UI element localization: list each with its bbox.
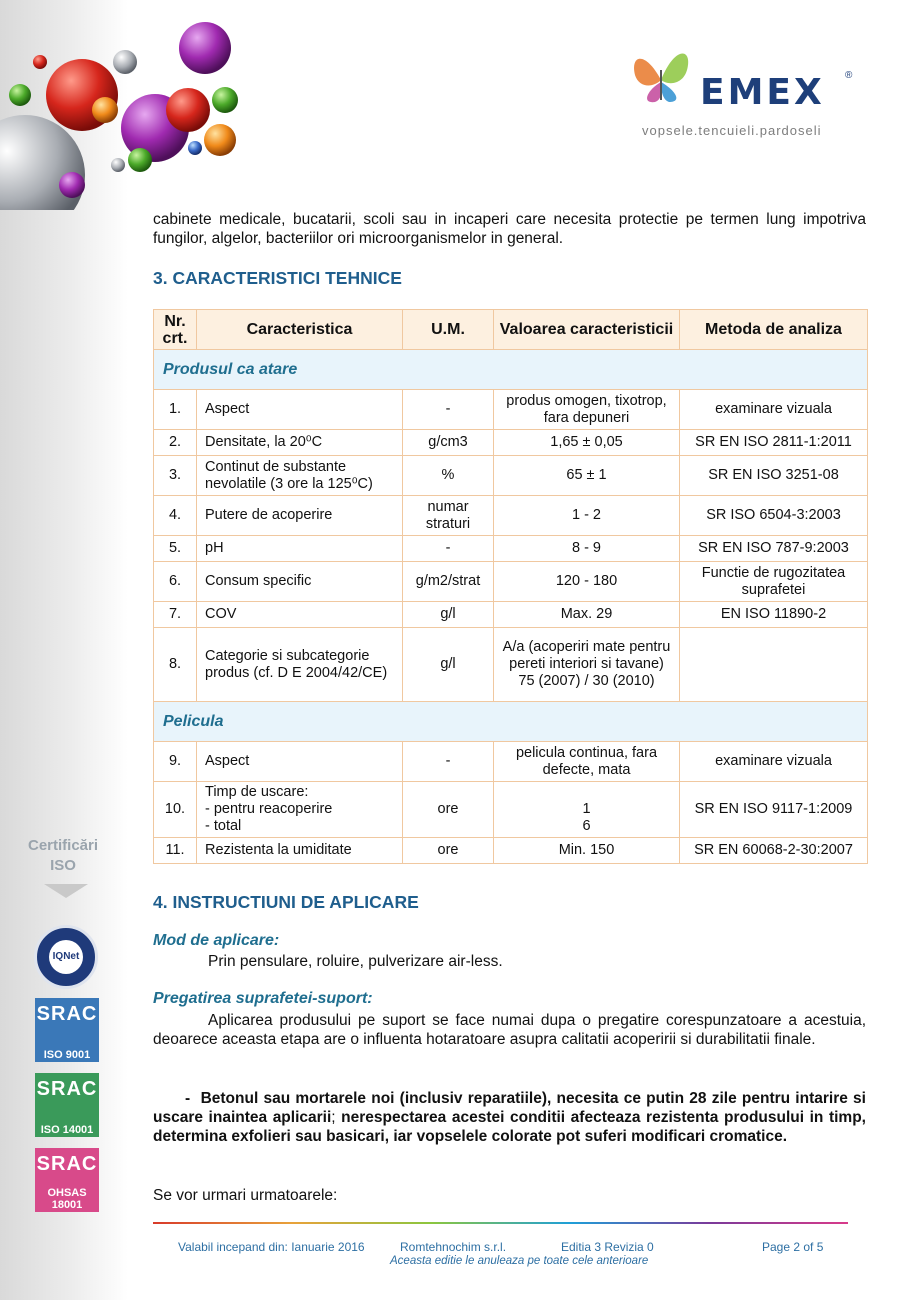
cell-nr: 8.: [154, 628, 197, 702]
certifications-title: Certificări ISO: [27, 837, 99, 874]
badge-label: OHSAS 18001: [47, 1187, 87, 1211]
cell-value: Min. 150: [494, 838, 680, 864]
table-row: [154, 430, 868, 456]
cell-value: pelicula continua, fara defecte, mata: [494, 742, 680, 782]
table-section-row: [154, 350, 868, 390]
badge-label: ISO 14001: [40, 1124, 94, 1136]
cell-characteristic: Aspect: [197, 390, 403, 430]
footer-valid-from: Valabil incepand din: Ianuarie 2016: [178, 1240, 365, 1254]
table-row: [154, 742, 868, 782]
application-method-title: Mod de aplicare:: [153, 932, 280, 949]
technical-characteristics-table: [153, 309, 868, 864]
cell-method: SR EN ISO 3251-08: [680, 456, 868, 496]
cell-nr: 6.: [154, 562, 197, 602]
section-3-title: 3. CARACTERISTICI TEHNICE: [153, 268, 402, 288]
chevron-down-icon: [44, 884, 88, 898]
cell-method: SR EN 60068-2-30:2007: [680, 838, 868, 864]
surface-prep-text: Aplicarea produsului pe suport se face numai dupa o pregatire corespunzatoare a acestuia, deoarece aceasta etapa are o influenta hotaratoare asupra calitatii acoperirii si durabilitatii finale.: [153, 1012, 866, 1048]
cell-nr: 4.: [154, 496, 197, 536]
cell-unit: ore: [403, 838, 494, 864]
cell-method: SR EN ISO 2811-1:2011: [680, 430, 868, 456]
table-row: [154, 628, 868, 702]
footer-divider: [153, 1222, 848, 1224]
cell-unit: ore: [403, 782, 494, 838]
cell-nr: 9.: [154, 742, 197, 782]
cell-characteristic: Aspect: [197, 742, 403, 782]
application-method-text: Prin pensulare, roluire, pulverizare air-less.: [208, 953, 503, 970]
cell-value: A/a (acoperiri mate pentru pereti interiori si tavane) 75 (2007) / 30 (2010): [494, 628, 680, 702]
cell-value: 1 6: [494, 782, 680, 838]
srac-iso-9001-badge: [35, 998, 99, 1062]
cell-characteristic: Timp de uscare: - pentru reacoperire - total: [197, 782, 403, 838]
header-value: Valoarea caracteristicii: [494, 310, 680, 350]
cell-value: produs omogen, tixotrop, fara depuneri: [494, 390, 680, 430]
srac-mark: SRAC: [36, 1078, 98, 1100]
cell-method: SR EN ISO 9117-1:2009: [680, 782, 868, 838]
new-concrete-bullet: [153, 1089, 866, 1146]
table-row: [154, 838, 868, 864]
bullet-part-a: Betonul sau mortarele noi (inclusiv reparatiile), necesita ce putin 28 zile pentru intarire si uscare inaintea aplicarii: [153, 1090, 866, 1126]
intro-paragraph: cabinete medicale, bucatarii, scoli sau in incaperi care necesita protectie pe termen lung impotriva fungilor, algelor, bacteriilor ori microorganismelor in general.: [153, 211, 866, 247]
decorative-spheres-graphic: [0, 0, 260, 210]
srac-mark: SRAC: [36, 1153, 98, 1175]
table-row: [154, 390, 868, 430]
table-row: [154, 536, 868, 562]
table-row: [154, 562, 868, 602]
cell-characteristic: Rezistenta la umiditate: [197, 838, 403, 864]
iqnet-label: IQNet: [49, 940, 83, 974]
cell-method: examinare vizuala: [680, 742, 868, 782]
header-unit: U.M.: [403, 310, 494, 350]
iqnet-badge: [34, 925, 98, 989]
table-row: [154, 782, 868, 838]
badge-label: ISO 9001: [43, 1049, 91, 1061]
srac-mark: SRAC: [36, 1003, 98, 1025]
section-4-title: 4. INSTRUCTIUNI DE APLICARE: [153, 892, 419, 912]
srac-iso-14001-badge: [35, 1073, 99, 1137]
cell-method: SR EN ISO 787-9:2003: [680, 536, 868, 562]
cell-characteristic: COV: [197, 602, 403, 628]
cell-nr: 2.: [154, 430, 197, 456]
cell-characteristic: Putere de acoperire: [197, 496, 403, 536]
table-header-row: [154, 310, 868, 350]
section-label-film: Pelicula: [154, 702, 868, 742]
table-row: [154, 456, 868, 496]
footer-note: Aceasta editie le anuleaza pe toate cele anterioare: [390, 1255, 649, 1267]
cell-method: [680, 628, 868, 702]
header-characteristic: Caracteristica: [197, 310, 403, 350]
follow-text: Se vor urmari urmatoarele:: [153, 1187, 338, 1204]
cell-unit: g/l: [403, 628, 494, 702]
cell-value: 1 - 2: [494, 496, 680, 536]
cell-value: 65 ± 1: [494, 456, 680, 496]
cell-unit: %: [403, 456, 494, 496]
cell-nr: 11.: [154, 838, 197, 864]
brand-name: EMEX: [700, 72, 825, 113]
cell-unit: g/cm3: [403, 430, 494, 456]
header-method: Metoda de analiza: [680, 310, 868, 350]
surface-prep-title: Pregatirea suprafetei-suport:: [153, 990, 373, 1007]
table-row: [154, 496, 868, 536]
bullet-separator: ;: [331, 1109, 342, 1126]
cell-characteristic: Categorie si subcategorie produs (cf. D E 2004/42/CE): [197, 628, 403, 702]
cell-characteristic: Continut de substante nevolatile (3 ore la 125⁰C): [197, 456, 403, 496]
header-nr: Nr. crt.: [154, 310, 197, 350]
emex-logo: [625, 40, 860, 140]
cell-unit: numar straturi: [403, 496, 494, 536]
cell-nr: 10.: [154, 782, 197, 838]
cell-unit: g/l: [403, 602, 494, 628]
srac-ohsas-18001-badge: [35, 1148, 99, 1212]
cell-method: EN ISO 11890-2: [680, 602, 868, 628]
section-label-product: Produsul ca atare: [154, 350, 868, 390]
cell-nr: 3.: [154, 456, 197, 496]
cell-method: SR ISO 6504-3:2003: [680, 496, 868, 536]
cell-method: Functie de rugozitatea suprafetei: [680, 562, 868, 602]
cell-unit: -: [403, 742, 494, 782]
table-section-row: [154, 702, 868, 742]
cell-characteristic: Consum specific: [197, 562, 403, 602]
technical-table-wrapper: [153, 309, 866, 864]
cell-characteristic: Densitate, la 20⁰C: [197, 430, 403, 456]
bullet-dash: -: [185, 1090, 191, 1107]
cell-value: 8 - 9: [494, 536, 680, 562]
cell-characteristic: pH: [197, 536, 403, 562]
butterfly-icon: [625, 40, 697, 110]
cell-unit: -: [403, 536, 494, 562]
cell-nr: 7.: [154, 602, 197, 628]
footer-company: Romtehnochim s.r.l.: [400, 1240, 507, 1254]
footer-edition: Editia 3 Revizia 0: [561, 1240, 654, 1254]
cell-method: examinare vizuala: [680, 390, 868, 430]
cell-unit: g/m2/strat: [403, 562, 494, 602]
cell-value: 1,65 ± 0,05: [494, 430, 680, 456]
brand-tagline: vopsele.tencuieli.pardoseli: [642, 123, 822, 138]
bullet-part-b: nerespectarea acestei conditii afecteaza rezistenta produsului in timp, determina exfolieri sau basicari, iar vopselele colorate pot suferi modificari cromatice.: [153, 1109, 866, 1145]
table-row: [154, 602, 868, 628]
cell-nr: 5.: [154, 536, 197, 562]
cell-value: Max. 29: [494, 602, 680, 628]
cell-value: 120 - 180: [494, 562, 680, 602]
cell-nr: 1.: [154, 390, 197, 430]
cell-unit: -: [403, 390, 494, 430]
registered-mark: ®: [845, 70, 853, 81]
footer-page-number: Page 2 of 5: [762, 1240, 824, 1254]
